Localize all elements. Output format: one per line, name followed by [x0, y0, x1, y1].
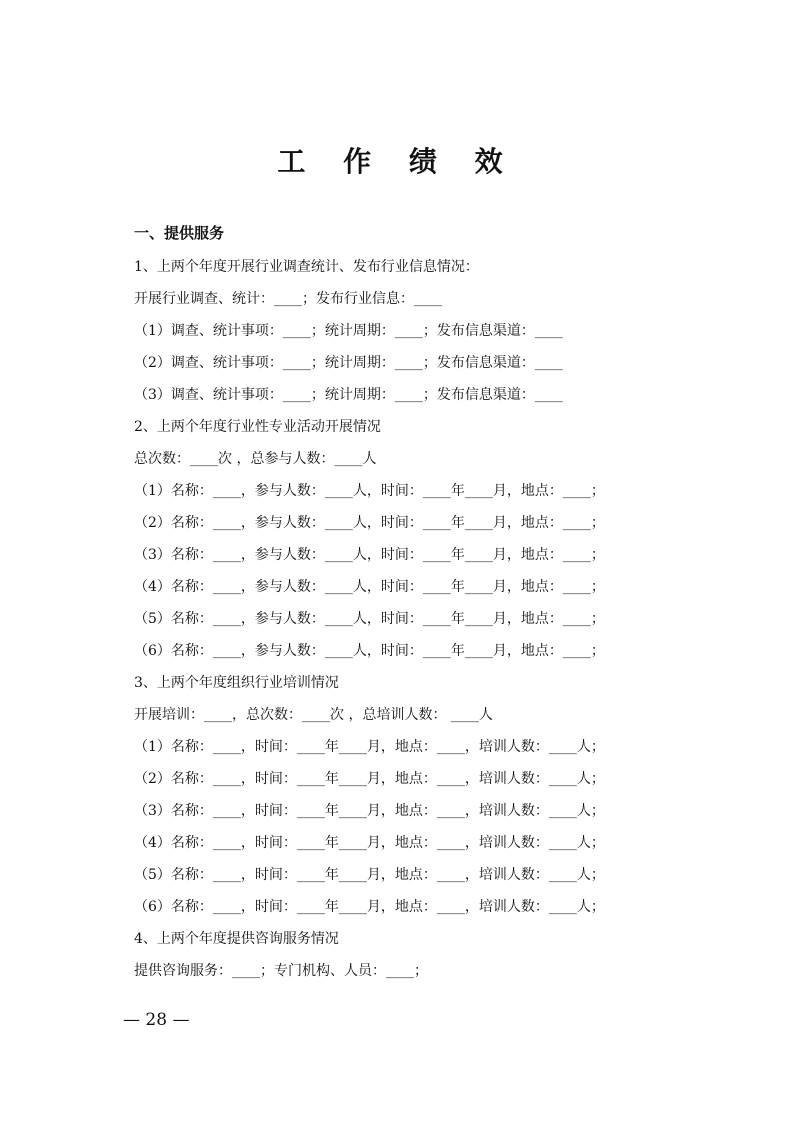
item-2-entry-5: （5）名称：____，参与人数：____人，时间：____年____月，地点：____； [134, 611, 605, 627]
item-2-entry-2: （2）名称：____，参与人数：____人，时间：____年____月，地点：____； [134, 515, 605, 531]
item-2-summary: 总次数：____次 ，总参与人数：____人 [134, 451, 377, 467]
item-2-entry-3: （3）名称：____，参与人数：____人，时间：____年____月，地点：____； [134, 547, 605, 563]
item-3-heading: 3、上两个年度组织行业培训情况 [134, 675, 339, 691]
item-1-entry-1: （1）调查、统计事项：____；统计周期：____；发布信息渠道：____ [134, 323, 563, 339]
item-2-entry-1: （1）名称：____，参与人数：____人，时间：____年____月，地点：____； [134, 483, 605, 499]
page-number: — 28 — [123, 1010, 190, 1030]
item-2-entry-6: （6）名称：____，参与人数：____人，时间：____年____月，地点：____； [134, 643, 605, 659]
page-title: 工 作 绩 效 [277, 145, 517, 178]
item-3-entry-3: （3）名称：____，时间：____年____月，地点：____，培训人数：____人； [134, 803, 605, 819]
item-2-heading: 2、上两个年度行业性专业活动开展情况 [134, 419, 381, 435]
item-2-entry-4: （4）名称：____，参与人数：____人，时间：____年____月，地点：____； [134, 579, 605, 595]
item-1-summary: 开展行业调查、统计：____；发布行业信息：____ [134, 291, 442, 307]
item-1-heading: 1、上两个年度开展行业调查统计、发布行业信息情况： [134, 259, 479, 275]
section-heading: 一、提供服务 [134, 224, 225, 242]
item-1-entry-2: （2）调查、统计事项：____；统计周期：____；发布信息渠道：____ [134, 355, 563, 371]
item-4-summary: 提供咨询服务：____；专门机构、人员：____； [134, 963, 428, 979]
item-3-entry-4: （4）名称：____，时间：____年____月，地点：____，培训人数：____人； [134, 835, 605, 851]
item-3-summary: 开展培训：____，总次数：____次 ，总培训人数： ____人 [134, 707, 493, 723]
item-1-entry-3: （3）调查、统计事项：____；统计周期：____；发布信息渠道：____ [134, 387, 563, 403]
item-3-entry-1: （1）名称：____，时间：____年____月，地点：____，培训人数：____人； [134, 739, 605, 755]
item-4-heading: 4、上两个年度提供咨询服务情况 [134, 931, 339, 947]
item-3-entry-2: （2）名称：____，时间：____年____月，地点：____，培训人数：____人； [134, 771, 605, 787]
item-3-entry-5: （5）名称：____，时间：____年____月，地点：____，培训人数：____人； [134, 867, 605, 883]
item-3-entry-6: （6）名称：____，时间：____年____月，地点：____，培训人数：____人； [134, 899, 605, 915]
